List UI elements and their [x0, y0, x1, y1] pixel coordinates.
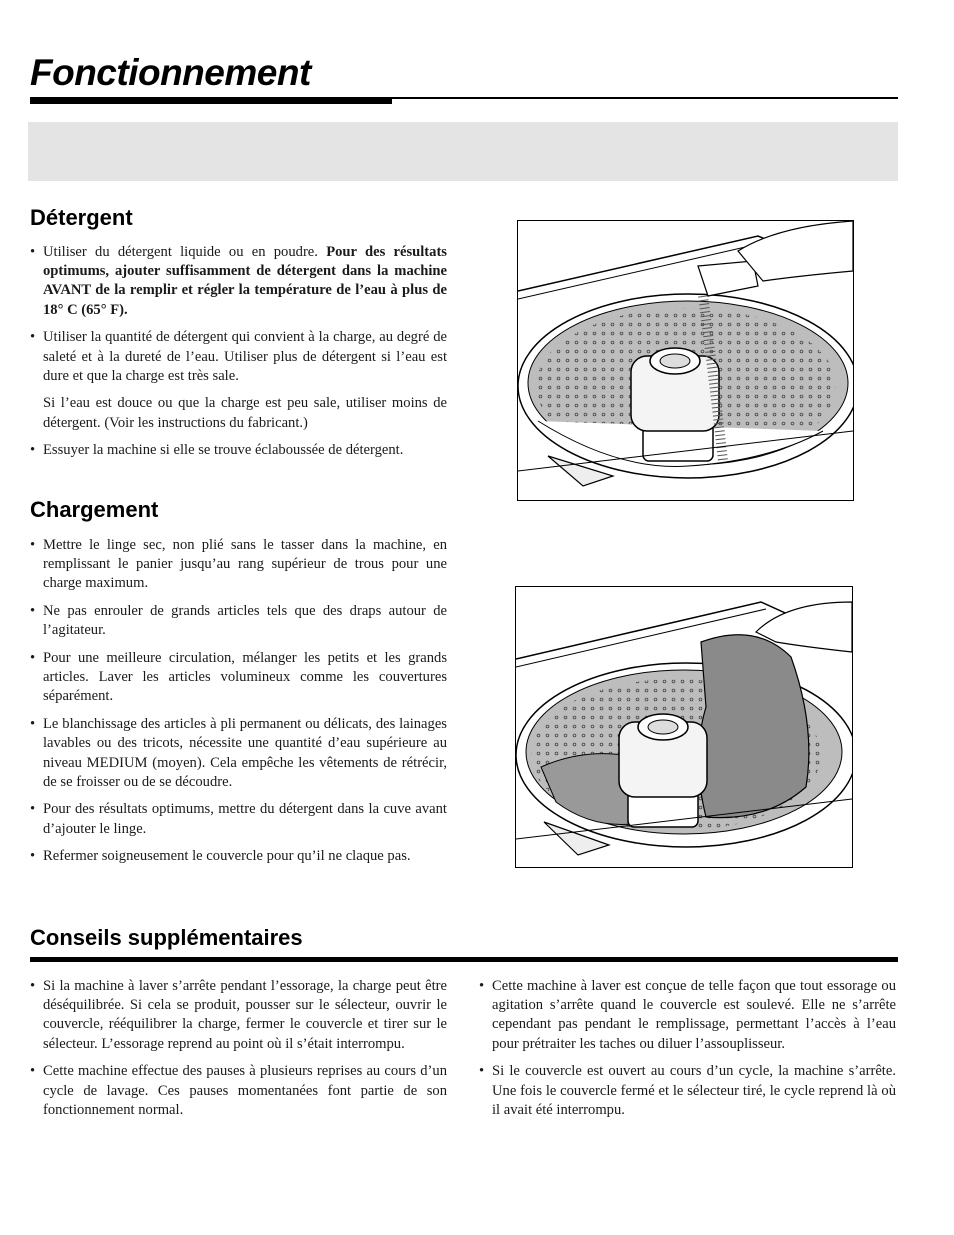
list-item: • Cette machine effectue des pauses à plusieurs reprises au cours d’un cycle de lavage. Ces pauses momentanées font partie de son fonctionnement normal.: [30, 1062, 447, 1120]
list-item: • Ne pas enrouler de grands articles tels que des draps autour de l’agitateur.: [30, 602, 447, 640]
list-item: [30, 441, 447, 460]
list-item-text: Utiliser la quantité de détergent qui convient à la charge, au degré de saleté et à la dureté de l’eau. Utiliser plus de détergent si l’eau est dure et que la charge est très sale.: [43, 329, 447, 384]
conseils-left-column: [30, 977, 447, 1128]
title-rule-thick: [30, 97, 392, 104]
list-item: [30, 243, 447, 320]
detergent-illustration: [517, 220, 854, 501]
list-item: • Refermer soigneusement le couvercle pour qu’il ne claque pas.: [30, 847, 447, 866]
list-item-bold-text: Pour des résultats optimums, ajouter suffisamment de détergent dans la machine AVANT de la remplir et régler la température de l’eau à plus de 18° C (65° F).: [43, 244, 447, 318]
conseils-left-list: [30, 977, 447, 1120]
conseils-right-list: [479, 977, 896, 1120]
list-item: [30, 328, 447, 386]
title-rule-thin: [392, 97, 898, 99]
detergent-note: Si l’eau est douce ou que la charge est peu sale, utiliser moins de détergent. (Voir les instructions du fabricant.): [43, 395, 447, 431]
conseils-rule: [30, 957, 898, 962]
detergent-heading: Détergent: [30, 205, 133, 230]
list-item: • Pour une meilleure circulation, mélanger les petits et les grands articles. Laver les articles volumineux comme les couvertures séparément.: [30, 649, 447, 707]
detergent-list-continued: [30, 441, 447, 460]
list-item-text: Utiliser du détergent liquide ou en poudre.: [43, 244, 327, 260]
chargement-section: [30, 536, 447, 875]
detergent-section: [30, 243, 447, 469]
list-item: • Si le couvercle est ouvert au cours d’un cycle, la machine s’arrête. Une fois le couvercle fermé et le sélecteur tiré, le cycle reprend là où il avait été interrompu.: [479, 1062, 896, 1120]
conseils-right-column: [479, 977, 896, 1128]
list-item-text: Essuyer la machine si elle se trouve éclaboussée de détergent.: [43, 442, 404, 459]
detergent-list: [30, 243, 447, 386]
chargement-list: [30, 536, 447, 867]
list-item: • Mettre le linge sec, non plié sans le tasser dans la machine, en remplissant le panier jusqu’au rang supérieur de trous pour une charge maximum.: [30, 536, 447, 594]
list-item: • Pour des résultats optimums, mettre du détergent dans la cuve avant d’ajouter le linge.: [30, 800, 447, 838]
list-item: • Si la machine à laver s’arrête pendant l’essorage, la charge peut être déséquilibrée. Si cela se produit, pousser sur le sélecteur, ouvrir le couvercle, rééquilibrer la charge, fermer le couvercle et tirer sur le sélecteur. L’essorage reprend au point où il s’était interrompu.: [30, 977, 447, 1054]
header-band: [28, 122, 898, 181]
page-title: Fonctionnement: [30, 52, 311, 93]
chargement-heading: Chargement: [30, 497, 159, 522]
conseils-heading: Conseils supplémentaires: [30, 925, 303, 950]
loading-illustration: [515, 586, 853, 868]
list-item: • Cette machine à laver est conçue de telle façon que tout essorage ou agitation s’arrête quand le couvercle est soulevé. Elle ne s’arrête cependant pas pendant le remplissage, permettant l’accès à l’eau pour prétraiter les taches ou diluer l’assouplisseur.: [479, 977, 896, 1054]
list-item: • Le blanchissage des articles à pli permanent ou délicats, des lainages lavables ou des tricots, nécessite une quantité d’eau supérieure au niveau MEDIUM (moyen). Cela empêche les vêtements de rétrécir, de se froisser ou de se découdre.: [30, 715, 447, 792]
